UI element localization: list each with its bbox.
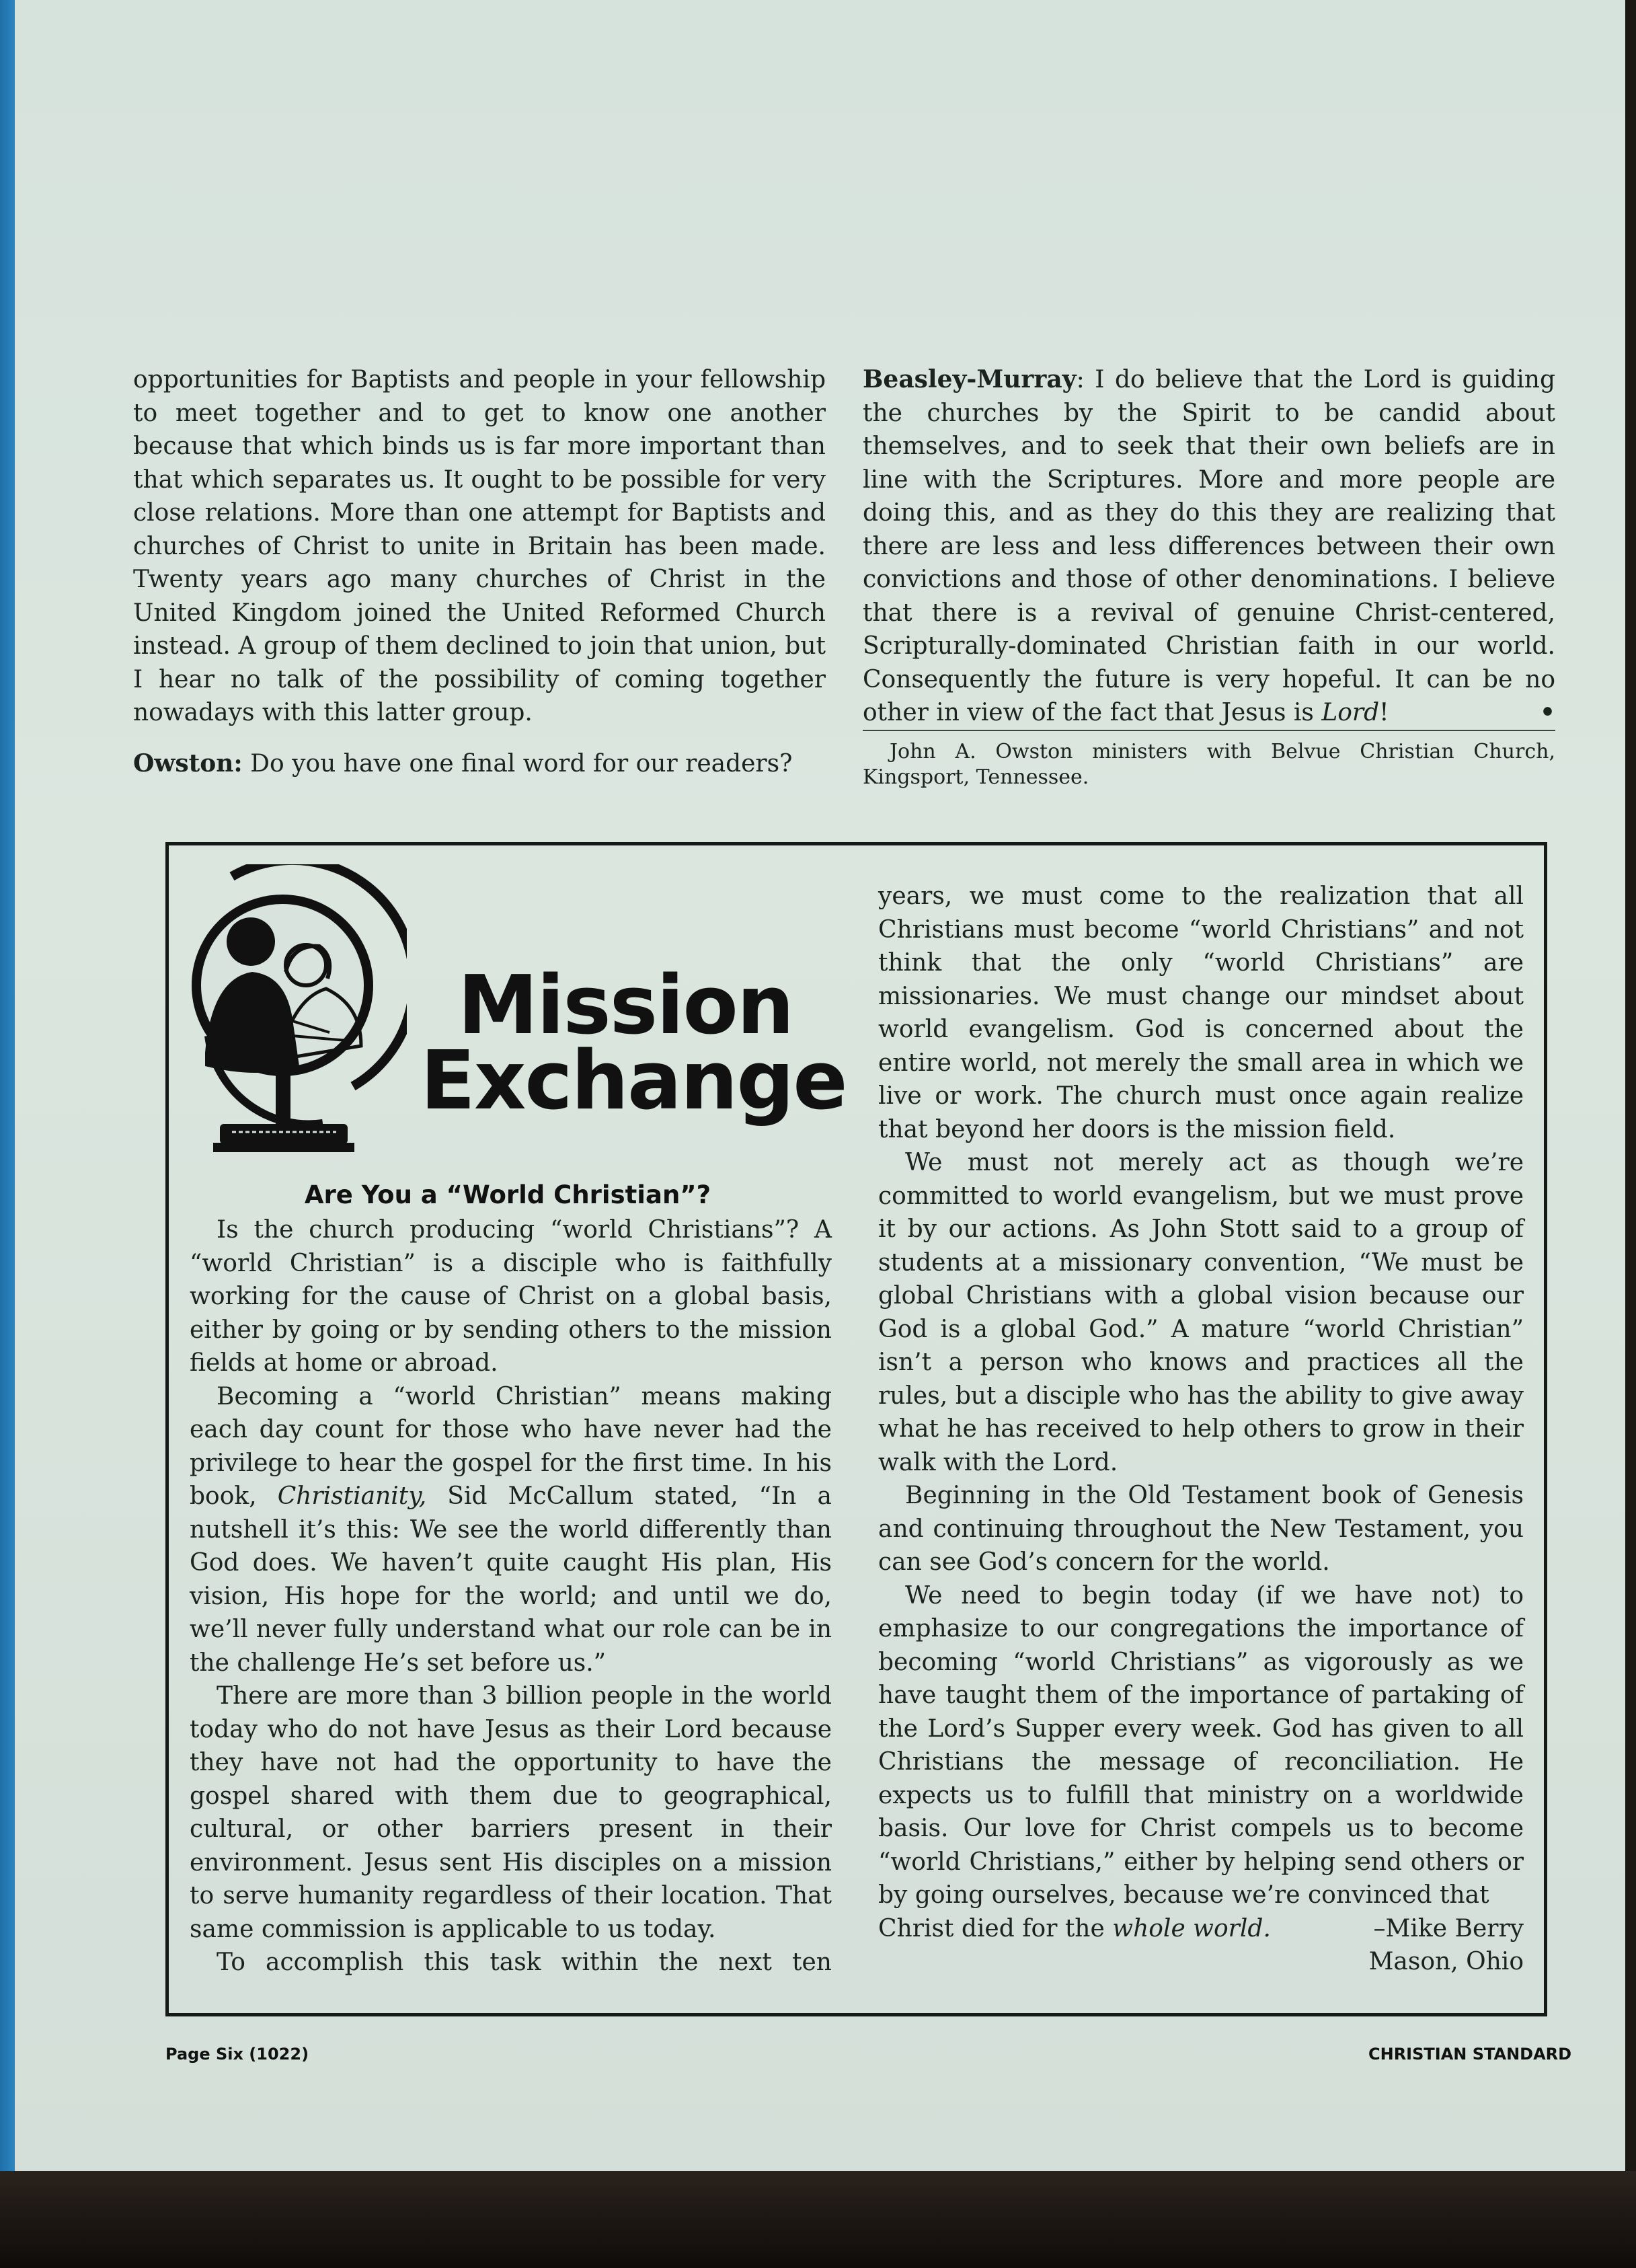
page-bottom-shadow bbox=[0, 2171, 1636, 2268]
speaker-owston: Owston: bbox=[133, 749, 243, 778]
publication-name: CHRISTIAN STANDARD bbox=[1368, 2045, 1572, 2064]
end-mark: • bbox=[1539, 698, 1555, 726]
answer-text: : I do believe that the Lord is guiding the churches by the Spirit to be candid about themselves, and to seek that their own beliefs are in line with the Scriptures. More and more people are doing this, and as they do this they are realizing that there are less and less differences between their own convictions and those of other denominations. I believe that there is a revival of genuine Christ-centered, Scripturally-dominated Christian faith in our world. Consequently the future is very hopeful. It can be no other in view of the fact that Jesus is bbox=[863, 366, 1555, 726]
mission-right-column bbox=[878, 880, 1524, 1979]
closing-before: Christ died for the bbox=[878, 1914, 1113, 1942]
interview-paragraph: opportunities for Baptists and people in your fellowship to meet together and to get to know one another because that which binds us is far more important than that which separates us. It ought to be possible for very close relations. More than one attempt for Baptists and churches of Christ to unite in Britain has been made. Twenty years ago many churches of Christ in the United Kingdom joined the United Reformed Church instead. A group of them declined to join that union, but I hear no talk of the possibility of coming together nowadays with this latter group. bbox=[133, 366, 826, 726]
speaker-beasley-murray: Beasley-Murray bbox=[863, 365, 1077, 393]
mission-paragraph-1: Is the church producing “world Christians”? A “world Christian” is a disciple who is faithfully working for the cause of Christ on a global basis, either by going or by sending others to the mission fields at home or abroad. bbox=[190, 1216, 832, 1377]
interview-left-column bbox=[133, 363, 826, 780]
author-location: Mason, Ohio bbox=[1368, 1948, 1524, 1975]
answer-end: ! bbox=[1379, 699, 1389, 726]
question-text: Do you have one final word for our readers? bbox=[242, 749, 793, 778]
mission-paragraph-6: Beginning in the Old Testament book of Genesis and continuing throughout the New Testament, you can see God’s concern for the world. bbox=[878, 1482, 1524, 1576]
p2-intro: Becoming a “world Christian” means making each day count for those who have never had the privilege to hear the gospel for the first time. In his book, bbox=[190, 1382, 832, 1510]
brand-mission: Mission bbox=[457, 959, 793, 1053]
author-name: –Mike Berry bbox=[1373, 1914, 1524, 1942]
mission-paragraph-4-cont: years, we must come to the realization that all Christians must become “world Christians” and not think that the only “world Christians” are missionaries. We must change our mindset about world evangelism. God is concerned about the entire world, not merely the small area in which we live or work. The church must once again realize that beyond her doors is the mission field. bbox=[878, 882, 1524, 1143]
mission-paragraph-5: We must not merely act as though we’re committed to world evangelism, but we must prove it by our actions. As John Stott said to a group of students at a missionary convention, “We must be global Christians with a global vision because our God is a global God.” A mature “world Christian” isn’t a person who knows and practices all the rules, but a disciple who has the ability to give away what he has received to help others to grow in their walk with the Lord. bbox=[878, 1149, 1524, 1476]
owston-question bbox=[133, 747, 826, 781]
author-credit: John A. Owston ministers with Belvue Christian Church, Kingsport, Tennessee. bbox=[863, 730, 1555, 790]
mission-paragraph-7: We need to begin today (if we have not) to emphasize to our congregations the importance of becoming “world Christians” as vigorously as we have taught them of the importance of partaking of the Lord’s Supper every week. God has given to all Christians the message of reconciliation. He expects us to fulfill that ministry on a worldwide basis. Our love for Christ compels us to become “world Christians,” either by helping send others or by going ourselves, because we’re convinced that bbox=[878, 1581, 1524, 1909]
magazine-spine-edge bbox=[0, 0, 15, 2172]
mission-left-column bbox=[190, 1213, 832, 1979]
interview-right-column bbox=[863, 363, 1555, 790]
mission-paragraph-3: There are more than 3 billion people in the world today who do not have Jesus as their Lord because they have not had the opportunity to have the gospel shared with them due to geographical, cultural, or other barriers present in their environment. Jesus sent His disciples on a mission to serve humanity regardless of their location. That same commission is applicable to us today. bbox=[190, 1682, 832, 1943]
p2-quote: Sid McCallum stated, “In a nutshell it’s this: We see the world differently than God does. We haven’t quite caught His plan, His vision, His hope for the world; and until we do, we’ll never fully understand what our role can be in the challenge He’s set before us.” bbox=[190, 1482, 832, 1677]
book-title: Christianity, bbox=[277, 1482, 427, 1510]
brand-exchange: Exchange bbox=[420, 1034, 847, 1128]
lord-emphasis: Lord bbox=[1321, 699, 1380, 726]
mission-paragraph-2 bbox=[190, 1380, 832, 1680]
globe-illustration-icon bbox=[185, 864, 407, 1174]
closing-text bbox=[878, 1912, 1271, 1946]
article-headline: Are You a “World Christian”? bbox=[304, 1180, 711, 1209]
whole-world-emphasis: whole world. bbox=[1112, 1914, 1271, 1942]
mission-exchange-logo bbox=[420, 959, 847, 1128]
mission-paragraph-4-start: To accomplish this task within the next ten bbox=[217, 1949, 832, 1976]
beasley-murray-answer bbox=[863, 363, 1555, 730]
closing-line bbox=[878, 1912, 1524, 1946]
page-number: Page Six (1022) bbox=[165, 2045, 309, 2064]
